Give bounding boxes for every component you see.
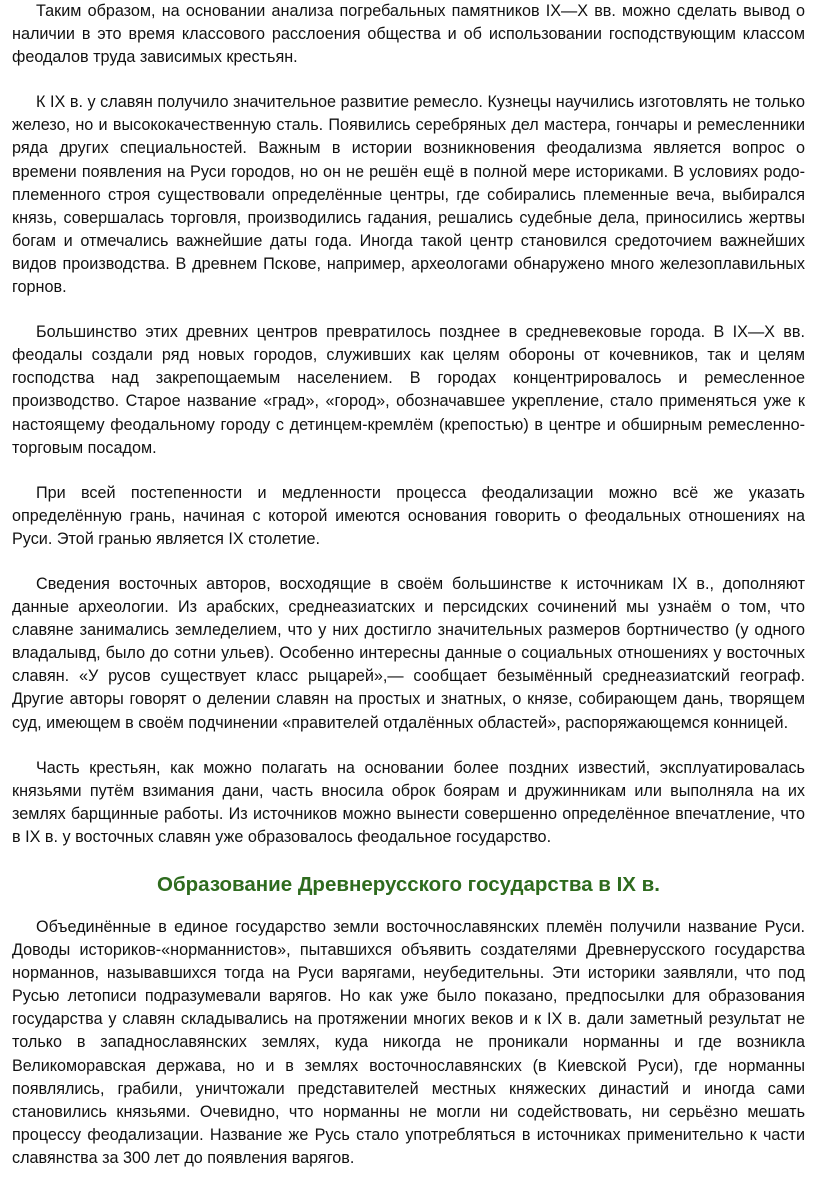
paragraph-stratification: Таким образом, на основании анализа погребальных памятников IX—X вв. можно сделать вывод о наличии в это время классового расслоения общества и об использовании господствующим классом феодалов труда зависимых крестьян. [12,2,805,67]
paragraph-eastern-authors: Сведения восточных авторов, восходящие в своём большинстве к источникам IX в., дополняют данные археологии. Из арабских, среднеазиатских и персидских сочинений мы узнаём о том, что славяне занимались земледелием, что у них достигло значительных размеров бортничество (у одного владалывд, было до сотни ульев). Особенно интересны данные о социальных отношениях у восточных славян. «У русов существует класс рыцарей»,— сообщает безымённый среднеазиатский географ. Другие авторы говорят о делении славян на простых и знатных, о князе, собирающем дань, творящем суд, имеющем в своём подчинении «правителей отдалённых областей», распоряжающемся конницей. [12,574,805,732]
paragraph-feudal-boundary: При всей постепенности и медленности процесса феодализации можно всё же указать определённую грань, начиная с которой имеются основания говорить о феодальных отношениях на Руси. Этой гранью является IX столетие. [12,483,805,548]
paragraph-peasants: Часть крестьян, как можно полагать на основании более поздних известий, эксплуатировалась князьями путём взимания дани, часть вносила оброк боярам и дружинникам или выполняла на их землях барщинные работы. Из источников можно вынести совершенно определённое впечатление, что в IX в. у восточных славян уже образовалось феодальное государство. [12,758,805,846]
paragraph-cities: Большинство этих древних центров превратилось позднее в средневековые города. В IX—X вв. феодалы создали ряд новых городов, служивших как целям обороны от кочевников, так и целям господства над закрепощаемым населением. В городах концентрировалось и ремесленное производство. Старое название «град», «город», обозначавшее укрепление, стало применяться уже к настоящему феодальному городу с детинцем-кремлём (крепостью) в центре и обширным ремесленно-торговым посадом. [12,323,805,457]
section-heading: Образование Древнерусского государства в IX в. [157,873,660,896]
paragraph-crafts: К IX в. у славян получило значительное развитие ремесло. Кузнецы научились изготовлять не только железо, но и высококачественную сталь. Появились серебряных дел мастера, гончары и ремесленники ряда других специальностей. Важным в истории возникновения феодализма является вопрос о времени появления на Руси городов, но он не решён ещё в полной мере историками. В условиях родо-племенного строя существовали определённые центры, где собирались племенные веча, выбирался князь, совершалась торговля, производились гадания, решались судебные дела, приносились жертвы богам и отмечались важнейшие даты года. Иногда такой центр становился средоточием важнейших видов производства. В древнем Пскове, например, археологами обнаружено много железоплавильных горнов. [12,93,805,297]
paragraph-rus-formation: Объединённые в единое государство земли восточнославянских племён получили название Руси. Доводы историков-«норманнистов», пытавшихся объявить создателями Древнерусского государства норманнов, называвшихся тогда на Руси варягами, неубедительны. Эти историки заявляли, что под Русью летописи подразумевали варягов. Но как уже было показано, предпосылки для образования государства у славян складывались на протяжении многих веков и к IX в. дали заметный результат не только в западнославянских землях, куда никогда не проникали норманны и где возникла Великоморавская держава, но и в землях восточнославянских (в Киевской Руси), где норманны появлялись, грабили, уничтожали представителей местных княжеских династий и иногда сами становились князьями. Очевидно, что норманны не могли ни содействовать, ни серьёзно мешать процессу феодализации. Название же Русь стало употребляться в источниках применительно к части славянства за 300 лет до появления варягов. [12,918,805,1167]
document-page [12,0,805,1192]
